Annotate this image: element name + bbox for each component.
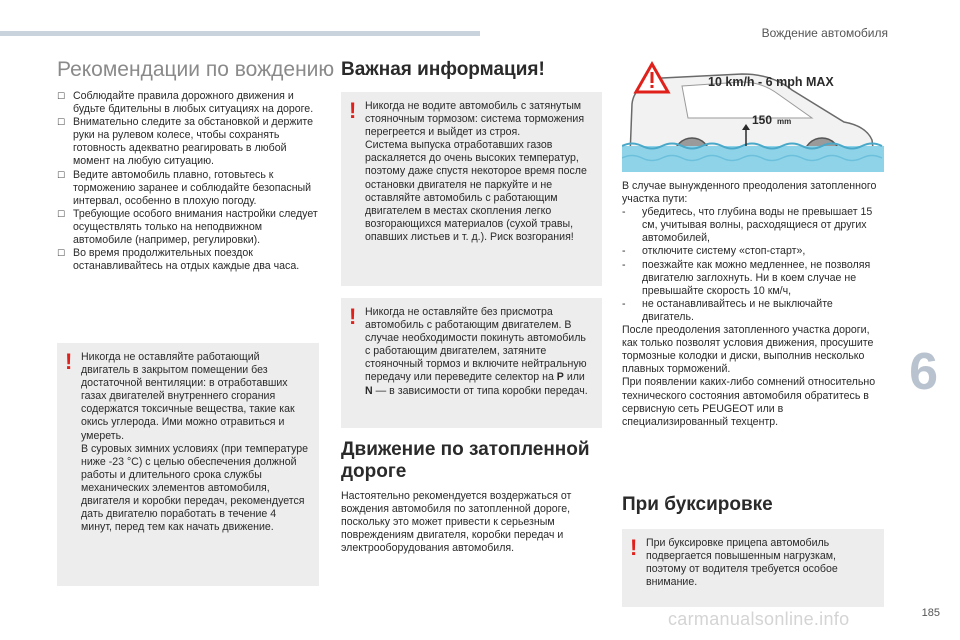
- gear-p-label: P: [556, 371, 564, 384]
- warning-box-unattended: [341, 298, 602, 428]
- speed-limit-label: 10 km/h - 6 mph MAX: [708, 75, 834, 89]
- flood-steps-list: [622, 206, 884, 324]
- warning-box-towing: [622, 529, 884, 607]
- warning-icon: !: [349, 98, 357, 123]
- depth-value-label: 150: [752, 113, 773, 127]
- page-number: 185: [921, 607, 940, 619]
- section-title-driving-recommendations: Рекомендации по вождению: [57, 58, 335, 81]
- gear-n-label: N: [365, 384, 373, 397]
- list-item: ☐ Соблюдайте правила дорожного движения и будьте бдительны в любых ситуациях на дороге.: [57, 90, 319, 116]
- warning-box-ventilation: [57, 343, 319, 586]
- recommendations-list: [57, 90, 319, 273]
- warning-text: При буксировке прицепа автомобиль подвергается повышенным нагрузкам, поэтому от водителя требуется особое внимание.: [646, 537, 838, 589]
- car-in-water-icon: [622, 60, 884, 172]
- warning-text: Никогда не водите автомобиль с затянутым стояночным тормозом: система торможения перегреется и выйдет из строя. Система выпуска отработавших газов раскаляется до очень высоких температур, поэтому даже спустя некоторое время после остановки двигателя не паркуйте и не оставляйте автомобиль с работающим двигателем в местах скопления легко возгорающихся материалов (сухой травы, опавших листьев и т. д.). Риск возгорания!: [365, 100, 587, 243]
- warning-text: Никогда не оставляйте без присмотра автомобиль с работающим двигателем. В случае необходимости покинуть автомобиль с работающим двигателем, затяните стояночный тормоз и включите нейтральную передачу или переведите селектор на P или N — в зависимости от типа коробки передач.: [365, 306, 588, 397]
- warning-text: Никогда не оставляйте работающий двигатель в закрытом помещении без достаточной вентиляции: в отработавших газах двигателей внутреннего сгорания содержатся токсичные вещества, такие как окись углерода. Ими можно отравиться и умереть. В суровых зимних условиях (при температуре ниже -23 °C) с целью обеспечения должной работы и длительного срока службы механических элементов автомобиля, двигателя и коробки передач, рекомендуется дать двигателю поработать в течение 4 минут, перед тем как начать движение.: [81, 351, 309, 534]
- flooded-road-illustration: [622, 60, 884, 172]
- list-item: - отключите систему «стоп-старт»,: [622, 245, 884, 258]
- list-item: - поезжайте как можно медленнее, не позволяя двигателю заглохнуть. Ни в коем случае не превышайте скорость 10 км/ч,: [622, 259, 884, 298]
- chapter-number: 6: [909, 343, 938, 401]
- watermark: carmanualsonline.info: [668, 609, 850, 629]
- section-title-important-info: Важная информация!: [341, 59, 545, 80]
- header-rule: [0, 31, 480, 36]
- section-title-towing: При буксировке: [622, 494, 773, 515]
- flood-instructions: [622, 180, 884, 429]
- flood-after-text: После преодоления затопленного участка дороги, как только позволят условия движения, просушите тормозные колодки и диски, выполнив несколько плавных торможений. При появлении каких-либо сомнений относительно технического состояния автомобиля обратитесь в сервисную сеть PEUGEOT или в специализированный техцентр.: [622, 324, 876, 428]
- warning-icon: !: [349, 304, 357, 329]
- warning-icon: !: [630, 535, 638, 560]
- list-item: - не останавливайтесь и не выключайте двигатель.: [622, 298, 884, 324]
- warning-box-parking-brake: [341, 92, 602, 286]
- running-title: Вождение автомобиля: [761, 26, 888, 40]
- list-item: ☐ Внимательно следите за обстановкой и держите руки на рулевом колесе, чтобы сохранять готовность адекватно реагировать в любой момент на любую ситуацию.: [57, 116, 319, 168]
- flooded-road-text: Настоятельно рекомендуется воздержаться от вождения автомобиля по затопленной дороге, поскольку это может привести к серьезным повреждениям двигателя, коробки передач и электрооборудования автомобиля.: [341, 490, 572, 555]
- warning-icon: !: [65, 349, 73, 374]
- flood-intro: В случае вынужденного преодоления затопленного участка пути:: [622, 180, 877, 206]
- list-item: - убедитесь, что глубина воды не превышает 15 см, учитывая волны, расходящиеся от других автомобилей,: [622, 206, 884, 245]
- list-item: ☐ Требующие особого внимания настройки следует осуществлять только на неподвижном автомобиле (например, регулировки).: [57, 208, 319, 247]
- depth-unit-label: mm: [777, 117, 792, 126]
- section-title-flooded-road: Движение по затопленной дороге: [341, 439, 590, 482]
- list-item: ☐ Ведите автомобиль плавно, готовьтесь к торможению заранее и соблюдайте безопасный интервал, особенно в плохую погоду.: [57, 169, 319, 208]
- list-item: ☐ Во время продолжительных поездок останавливайтесь на отдых каждые два часа.: [57, 247, 319, 273]
